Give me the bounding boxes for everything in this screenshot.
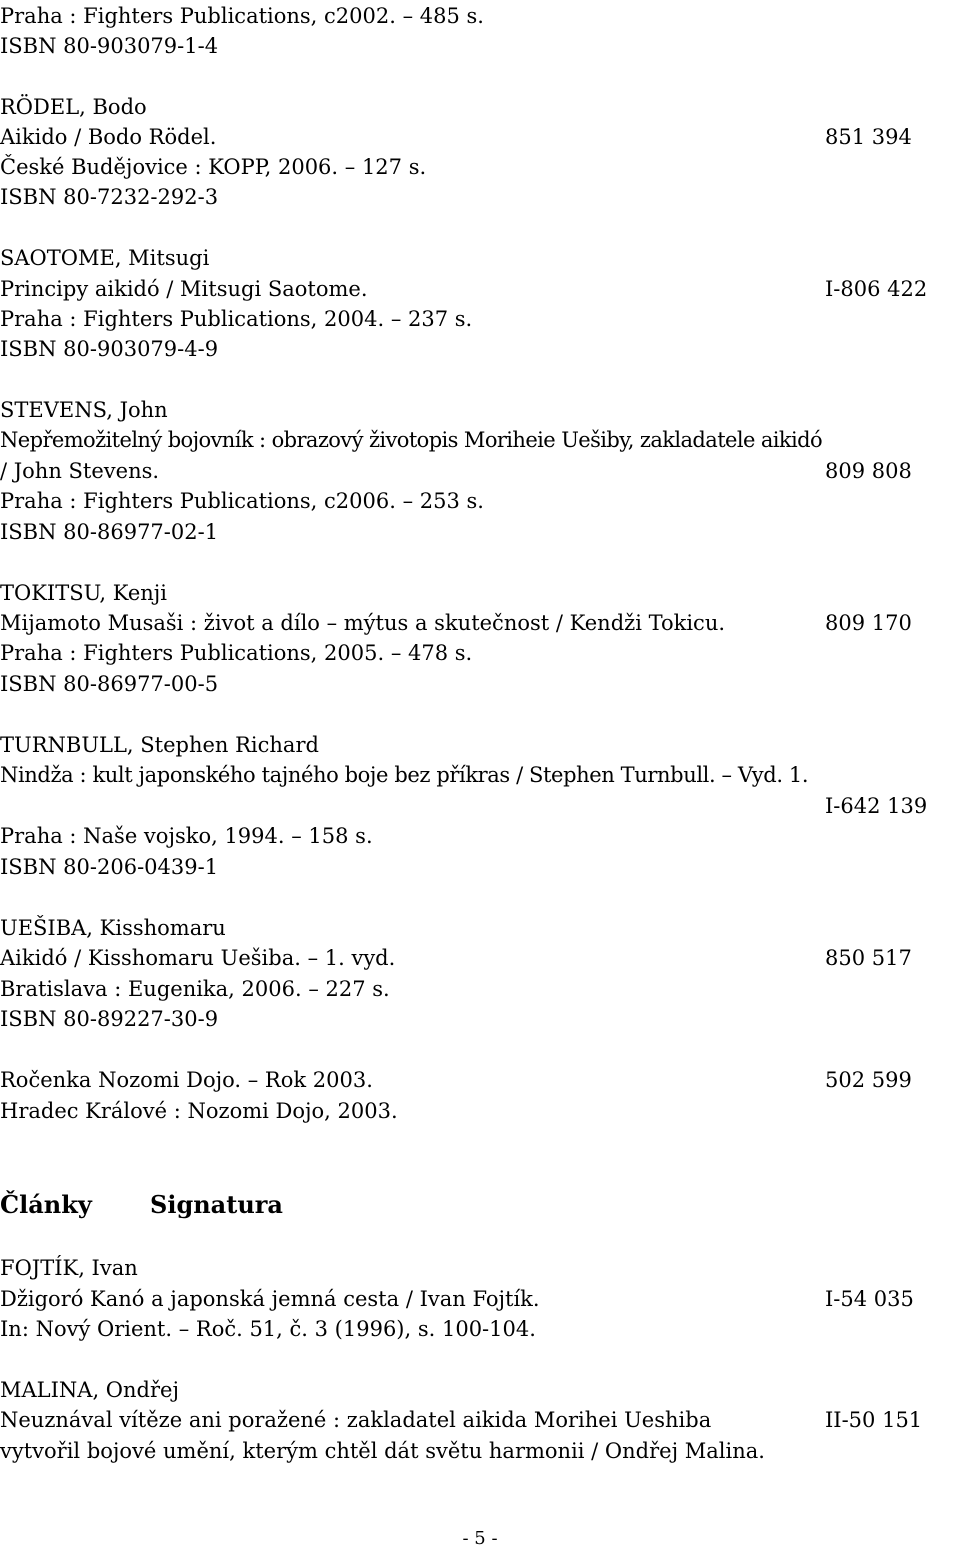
article-title: Džigoró Kanó a japonská jemná cesta / Ivan Fojtík. [0, 1287, 540, 1311]
article-title: vytvořil bojové umění, kterým chtěl dát světu harmonii / Ondřej Malina. [0, 1439, 765, 1463]
entry-line: ISBN 80-903079-1-4 [0, 34, 219, 58]
article-title: Neuznával vítěze ani poražené : zakladatel aikida Morihei Ueshiba [0, 1408, 712, 1432]
entry-imprint: Praha : Fighters Publications, 2004. – 237 s. [0, 307, 473, 331]
article-source: In: Nový Orient. – Roč. 51, č. 3 (1996), s. 100-104. [0, 1317, 536, 1341]
entry-author: STEVENS, John [0, 398, 168, 422]
article-author: MALINA, Ondřej [0, 1378, 179, 1402]
entry-title: Nepřemožitelný bojovník : obrazový životopis Moriheie Uešiby, zakladatele aikidó [0, 428, 823, 452]
entry-author: SAOTOME, Mitsugi [0, 246, 210, 270]
entry-title: Aikido / Bodo Rödel. [0, 125, 217, 149]
entry-title: Mijamoto Musaši : život a dílo – mýtus a skutečnost / Kendži Tokicu. [0, 611, 726, 635]
article-signature: I-54 035 [825, 1287, 914, 1311]
article-author: FOJTÍK, Ivan [0, 1256, 138, 1280]
entry-author: UEŠIBA, Kisshomaru [0, 916, 226, 940]
entry-signature: 850 517 [825, 946, 912, 970]
article-signature: II-50 151 [825, 1408, 923, 1432]
entry-signature: 809 170 [825, 611, 912, 635]
entry-signature: I-806 422 [825, 277, 928, 301]
entry-isbn: ISBN 80-7232-292-3 [0, 185, 219, 209]
entry-title: Nindža : kult japonského tajného boje bez příkras / Stephen Turnbull. – Vyd. 1. [0, 763, 809, 787]
entry-isbn: ISBN 80-903079-4-9 [0, 337, 219, 361]
entry-signature: 851 394 [825, 125, 912, 149]
section-column-header: Signatura [150, 1190, 283, 1219]
entry-author: RÖDEL, Bodo [0, 95, 147, 119]
entry-title: Aikidó / Kisshomaru Uešiba. – 1. vyd. [0, 946, 396, 970]
entry-line: Praha : Fighters Publications, c2002. – 485 s. [0, 4, 484, 28]
entry-imprint: Praha : Fighters Publications, c2006. – 253 s. [0, 489, 484, 513]
entry-imprint: Praha : Fighters Publications, 2005. – 478 s. [0, 641, 473, 665]
entry-isbn: ISBN 80-86977-02-1 [0, 520, 219, 544]
entry-imprint: České Budějovice : KOPP, 2006. – 127 s. [0, 155, 427, 179]
entry-author: TOKITSU, Kenji [0, 581, 168, 605]
entry-isbn: ISBN 80-86977-00-5 [0, 672, 219, 696]
entry-author: TURNBULL, Stephen Richard [0, 733, 319, 757]
entry-signature: 809 808 [825, 459, 912, 483]
entry-title: / John Stevens. [0, 459, 160, 483]
entry-imprint: Hradec Králové : Nozomi Dojo, 2003. [0, 1099, 398, 1123]
entry-isbn: ISBN 80-206-0439-1 [0, 855, 219, 879]
page-number: - 5 - [462, 1528, 498, 1549]
entry-signature: I-642 139 [825, 794, 928, 818]
entry-signature: 502 599 [825, 1068, 912, 1092]
entry-title: Principy aikidó / Mitsugi Saotome. [0, 277, 368, 301]
section-title: Články [0, 1190, 92, 1219]
entry-title: Ročenka Nozomi Dojo. – Rok 2003. [0, 1068, 373, 1092]
entry-isbn: ISBN 80-89227-30-9 [0, 1007, 219, 1031]
entry-imprint: Praha : Naše vojsko, 1994. – 158 s. [0, 824, 373, 848]
entry-imprint: Bratislava : Eugenika, 2006. – 227 s. [0, 977, 390, 1001]
